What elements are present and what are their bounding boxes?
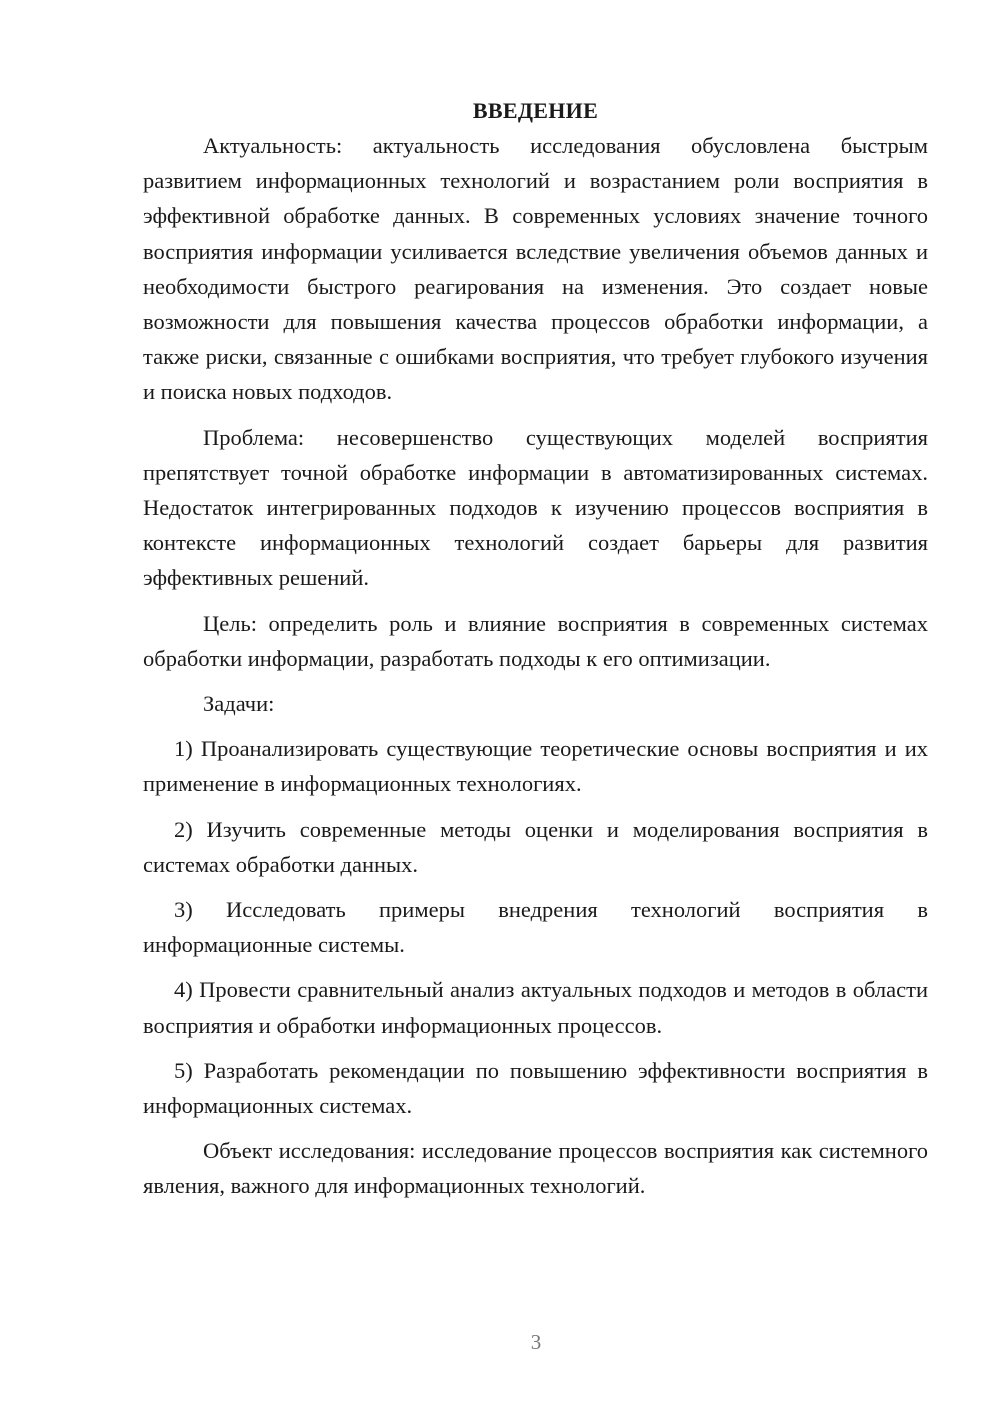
task-item-2: 2) Изучить современные методы оценки и моделирования восприятия в системах обработки данных. xyxy=(143,816,928,877)
paragraph-goal: Цель: определить роль и влияние восприятия в современных системах обработки информации, разработать подходы к его оптимизации. xyxy=(143,610,928,671)
paragraph-object: Объект исследования: исследование процессов восприятия как системного явления, важного для информационных технологий. xyxy=(143,1138,928,1199)
page-title: ВВЕДЕНИЕ xyxy=(472,98,599,123)
paragraph-problem: Проблема: несовершенство существующих моделей восприятия препятствует точной обработке информации в автоматизированных системах. Недостаток интегрированных подходов к изучению процессов восприятия в контексте информационных технологий создает барьеры для развития эффективных решений. xyxy=(143,424,928,591)
page-content xyxy=(143,96,928,1204)
tasks-label: Задачи: xyxy=(203,691,275,717)
task-item-5: 5) Разработать рекомендации по повышению эффективности восприятия в информационных системах. xyxy=(143,1057,928,1119)
task-item-1: 1) Проанализировать существующие теоретические основы восприятия и их применение в информационных технологиях. xyxy=(143,736,928,797)
page-number: 3 xyxy=(530,1330,542,1354)
task-item-4: 4) Провести сравнительный анализ актуальных подходов и методов в области восприятия и обработки информационных процессов. xyxy=(143,977,928,1038)
paragraph-relevance: Актуальность: актуальность исследования обусловлена быстрым развитием информационных технологий и возрастанием роли восприятия в эффективной обработке данных. В современных условиях значение точного восприятия информации усиливается вследствие увеличения объемов данных и необходимости быстрого реагирования на изменения. Это создает новые возможности для повышения качества процессов обработки информации, а также риски, связанные с ошибками восприятия, что требует глубокого изучения и поиска новых подходов. xyxy=(143,133,928,405)
task-item-3: 3) Исследовать примеры внедрения технологий восприятия в информационные системы. xyxy=(143,897,928,958)
